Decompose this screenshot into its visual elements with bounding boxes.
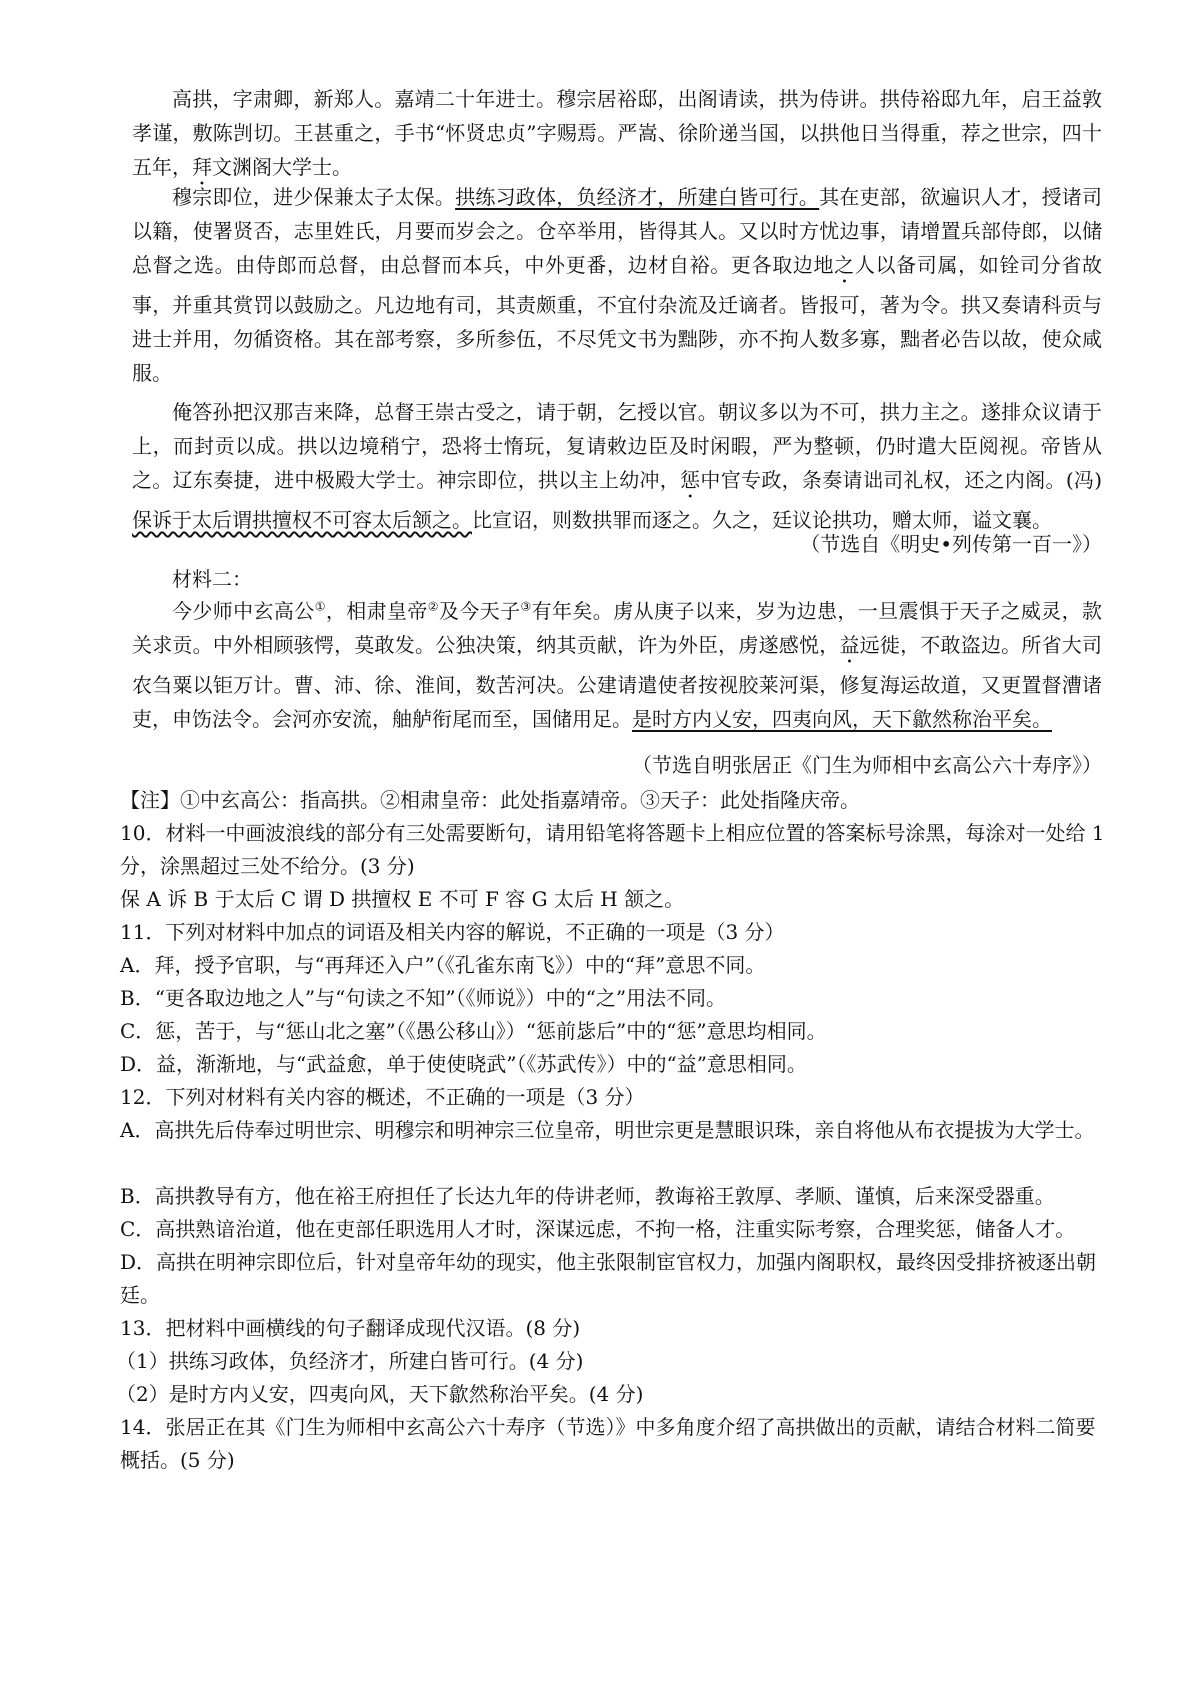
text-segment: 及今天子 <box>438 599 521 623</box>
question-13-part-2: （2）是时方内乂安，四夷向风，天下歙然称治平矣。(4 分) <box>116 1382 644 1406</box>
underlined-sentence: 拱练习政体，负经济才，所建白皆可行。 <box>455 185 820 209</box>
underlined-sentence: 是时方内乂安，四夷向风，天下歙然称治平矣。 <box>632 707 1052 731</box>
question-13: 13．把材料中画横线的句子翻译成现代汉语。(8 分) <box>120 1316 581 1340</box>
material1-paragraph-3 <box>132 395 1102 537</box>
text-segment: 其在吏部，欲遍识人才，授诸司以籍，使署贤否，志里姓氏，月要而岁会之。仓卒举用，皆得其人。又以时方忧边事，请增置兵部侍郎，以储总督之选。由侍郎而总督，由总督而本兵，中外更番，边材自裕。更各取边地 <box>132 185 1103 277</box>
text-segment: 文渊阁大学士。 <box>212 155 352 179</box>
text-segment: 穆宗即位，进少保兼太子太保。 <box>172 185 456 209</box>
text-segment: 今少师中玄高公 <box>172 599 315 623</box>
dotted-word: 之 <box>834 253 855 277</box>
material1-paragraph-1 <box>132 82 1102 190</box>
question-11-option-a: A．拜，授予官职，与“再拜还入户”（《孔雀东南飞》）中的“拜”意思不同。 <box>120 953 766 977</box>
footnote: 【注】①中玄高公：指高拱。②相肃皇帝：此处指嘉靖帝。③天子：此处指隆庆帝。 <box>120 788 860 812</box>
question-11: 11．下列对材料中加点的词语及相关内容的解说，不正确的一项是（3 分） <box>120 920 785 944</box>
question-12: 12．下列对材料有关内容的概述，不正确的一项是（3 分） <box>120 1085 645 1109</box>
footnote-mark: ③ <box>520 599 532 614</box>
material2-heading: 材料二： <box>172 567 252 591</box>
dotted-word: 益 <box>839 633 860 657</box>
text-segment: 远徙，不敢盗边。所省大司农刍粟以钜万计。曹、沛、徐、淮间，数苦河决。公建请遣使者按视胶莱河渠，修复海运故道，又更置督漕诸吏，申饬法令。会河亦安流，舳舻衔尾而至，国储用足。 <box>132 633 1103 731</box>
question-12-option-b: B．高拱教导有方，他在裕王府担任了长达九年的侍讲老师，教诲裕王敦厚、孝顺、谨慎，后来深受器重。 <box>120 1184 1055 1208</box>
material1-paragraph-2 <box>132 180 1102 390</box>
text-segment: ，相肃皇帝 <box>325 599 428 623</box>
question-12-option-a: A．高拱先后侍奉过明世宗、明穆宗和明神宗三位皇帝，明世宗更是慧眼识珠，亲自将他从布衣提拔为大学士。 <box>120 1118 1095 1142</box>
footnote-mark: ② <box>427 599 439 614</box>
material1-source: （节选自《明史•列传第一百一》） <box>800 532 1102 556</box>
text-segment: 俺答孙把汉那吉来降，总督王崇古受之，请于朝，乞授以官。朝议多以为不可，拱力主之。遂排众议请于上，而封贡以成。拱以边境稍宁，恐将士惰玩，复请敕边臣及时闲暇，严为整顿，仍时遣大臣阅视。帝皆从之。辽东奏捷，进中极殿大学士。神宗即位，拱以主上幼冲， <box>132 400 1102 492</box>
dotted-word: 惩 <box>680 468 701 492</box>
question-13-part-1: （1）拱练习政体，负经济才，所建白皆可行。(4 分) <box>116 1349 584 1373</box>
question-11-option-c: C．惩，苦于，与“惩山北之塞”（《愚公移山》）“惩前毖后”中的“惩”意思均相同。 <box>120 1019 827 1043</box>
text-segment: 高拱，字肃卿，新郑人。嘉靖二十年进士。穆宗居裕邸，出阁请读，拱为侍讲。拱侍裕邸九年，启王益敦孝谨，敷陈剀切。王甚重之，手书“怀贤忠贞”字赐焉。严嵩、徐阶递当国，以拱他日当得重，荐之世宗，四十五年， <box>132 87 1102 179</box>
question-12-option-d: D．高拱在明神宗即位后，针对皇帝年幼的现实，他主张限制宦官权力，加强内阁职权，最终因受排挤被逐出朝廷。 <box>120 1250 1097 1307</box>
question-12-option-c: C．高拱熟谙治道，他在吏部任职选用人才时，深谋远虑，不拘一格，注重实际考察，合理奖惩，储备人才。 <box>120 1217 1076 1241</box>
dotted-word: 拜 <box>192 155 212 179</box>
question-11-option-d: D．益，渐渐地，与“武益愈，单于使使晓武”（《苏武传》）中的“益”意思相同。 <box>120 1052 807 1076</box>
material2-paragraph <box>132 594 1102 736</box>
question-11-option-b: B．“更各取边地之人”与“句读之不知”（《师说》）中的“之”用法不同。 <box>120 986 727 1010</box>
text-segment: 中官专政，条奏请诎司礼权，还之内阁。(冯) <box>700 468 1103 492</box>
question-10: 10．材料一中画波浪线的部分有三处需要断句，请用铅笔将答题卡上相应位置的答案标号涂黑，每涂对一处给 1 分，涂黑超过三处不给分。(3 分) <box>120 821 1105 878</box>
question-14: 14．张居正在其《门生为师相中玄高公六十寿序（节选）》中多角度介绍了高拱做出的贡献，请结合材料二简要概括。(5 分) <box>120 1415 1096 1472</box>
footnote-mark: ① <box>314 599 326 614</box>
wavy-underlined-sentence: 保诉于太后谓拱擅权不可容太后颔之。 <box>132 508 472 532</box>
material2-source: （节选自明张居正《门生为师相中玄高公六十寿序》） <box>632 753 1102 777</box>
text-segment: 人以备司属，如铨司分省故事，并重其赏罚以鼓励之。凡边地有司，其责颇重，不宜付杂流及迁谪者。皆报可，著为令。拱又奏请科贡与进士并用，勿循资格。其在部考察，多所参伍，不尽凭文书为黜陟，亦不拘人数多寡，黜者必告以故，使众咸服。 <box>132 253 1103 385</box>
text-segment: 比宣诏，则数拱罪而逐之。久之，廷议论拱功，赠太师，谥文襄。 <box>472 508 1052 532</box>
text-segment: 有年矣。虏从庚子以来，岁为边患，一旦震惧于天子之威灵，款关求贡。中外相顾骇愕，莫敢发。公独决策，纳其贡献，许为外臣，虏遂感悦， <box>132 599 1103 657</box>
question-10-options: 保 A 诉 B 于太后 C 谓 D 拱擅权 E 不可 F 容 G 太后 H 颔之。 <box>120 887 685 911</box>
